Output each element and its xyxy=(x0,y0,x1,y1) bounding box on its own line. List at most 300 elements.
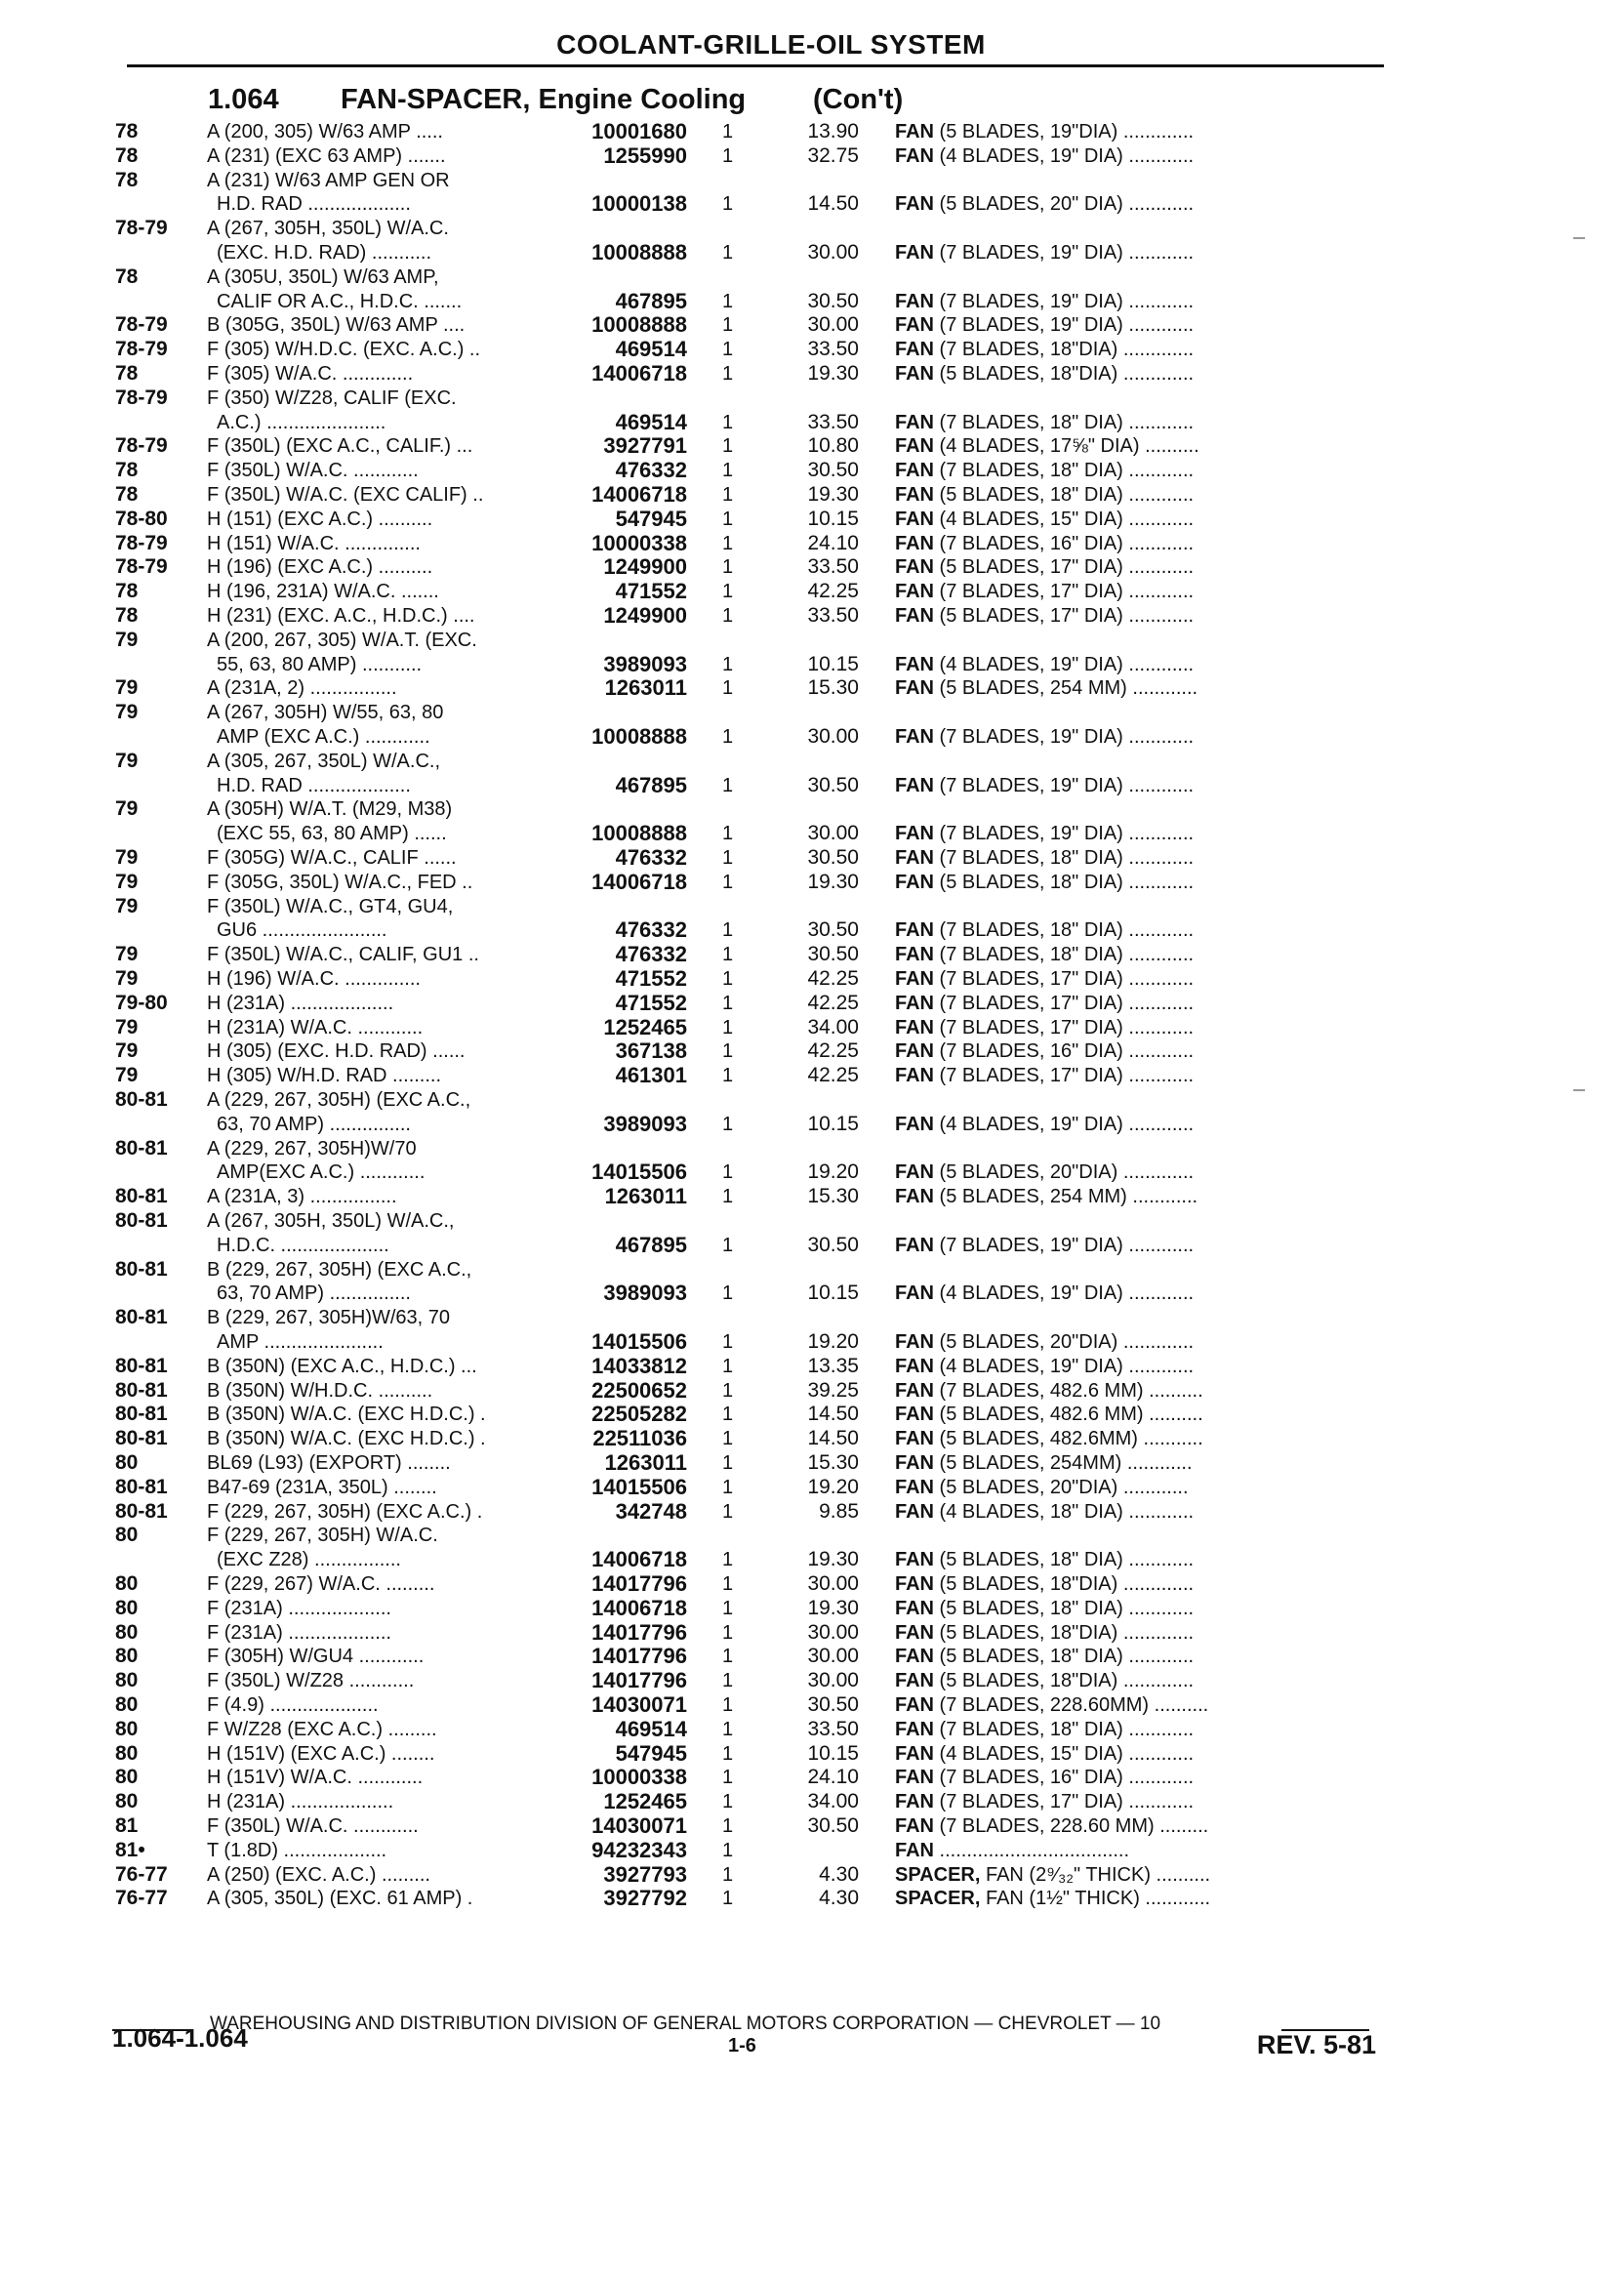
description-detail: (4 BLADES, 15" DIA) ............ xyxy=(934,509,1195,530)
row-application: A (231A, 2) ................ xyxy=(207,677,397,699)
row-price: 30.50 xyxy=(807,774,859,796)
description-keyword: FAN xyxy=(895,1840,934,1861)
row-description xyxy=(895,774,1378,797)
row-application: 63, 70 AMP) ............... xyxy=(217,1114,411,1135)
row-year: 78 xyxy=(115,265,139,288)
description-detail: FAN (1½" THICK) ............ xyxy=(980,1888,1211,1909)
description-detail: (7 BLADES, 482.6 MM) .......... xyxy=(934,1380,1203,1402)
row-year: 81 xyxy=(115,1814,139,1837)
row-application: F (305H) W/GU4 ............ xyxy=(207,1646,425,1667)
row-price: 30.50 xyxy=(807,1814,859,1837)
description-detail: (7 BLADES, 228.60MM) .......... xyxy=(934,1694,1209,1716)
row-application: A (231) (EXC 63 AMP) ....... xyxy=(207,145,446,167)
description-detail: (5 BLADES, 254 MM) ............ xyxy=(934,677,1198,699)
row-part-number: 94232343 xyxy=(591,1838,687,1862)
row-description xyxy=(895,1403,1378,1426)
row-description xyxy=(895,1839,1378,1862)
row-year: 79 xyxy=(115,1039,139,1062)
row-description xyxy=(895,1790,1378,1813)
row-application: F (305) W/H.D.C. (EXC. A.C.) .. xyxy=(207,339,481,360)
row-price: 42.25 xyxy=(807,992,859,1014)
description-keyword: FAN xyxy=(895,291,934,312)
row-year: 80 xyxy=(115,1524,139,1546)
row-year: 80 xyxy=(115,1645,139,1667)
row-description xyxy=(895,918,1378,942)
row-quantity: 1 xyxy=(722,1694,734,1716)
row-description xyxy=(895,1330,1378,1354)
row-application: A (267, 305H, 350L) W/A.C., xyxy=(207,1210,455,1232)
row-description xyxy=(895,483,1378,507)
row-year: 78-80 xyxy=(115,508,168,530)
row-price: 30.50 xyxy=(807,459,859,481)
row-application: F (231A) ................... xyxy=(207,1622,391,1644)
row-description xyxy=(895,1427,1378,1450)
description-keyword: FAN xyxy=(895,823,934,844)
row-description xyxy=(895,1451,1378,1475)
description-detail: (4 BLADES, 19" DIA) ............ xyxy=(934,1356,1195,1377)
row-part-number: 14006718 xyxy=(591,482,687,507)
row-description xyxy=(895,1548,1378,1571)
row-quantity: 1 xyxy=(722,1161,734,1183)
row-description xyxy=(895,653,1378,676)
row-application: A (305, 267, 350L) W/A.C., xyxy=(207,751,441,772)
row-description xyxy=(895,1185,1378,1208)
row-part-number: 1249900 xyxy=(603,603,687,628)
description-keyword: FAN xyxy=(895,1404,934,1425)
row-price: 30.00 xyxy=(807,313,859,336)
row-quantity: 1 xyxy=(722,654,734,675)
description-keyword: FAN xyxy=(895,509,934,530)
row-application: AMP ...................... xyxy=(217,1331,384,1353)
row-part-number: 461301 xyxy=(615,1063,687,1087)
description-detail: (7 BLADES, 17" DIA) ............ xyxy=(934,581,1195,602)
row-quantity: 1 xyxy=(722,1670,734,1691)
row-part-number: 14006718 xyxy=(591,870,687,894)
row-part-number: 471552 xyxy=(615,991,687,1015)
row-part-number: 1255990 xyxy=(603,143,687,168)
description-detail: (7 BLADES, 19" DIA) ............ xyxy=(934,242,1195,264)
row-part-number: 3989093 xyxy=(603,1112,687,1136)
description-keyword: FAN xyxy=(895,1501,934,1523)
description-detail: (5 BLADES, 18"DIA) ............. xyxy=(934,1573,1195,1595)
row-price: 15.30 xyxy=(807,1451,859,1474)
row-application: H (231A) W/A.C. ............ xyxy=(207,1017,424,1038)
row-description xyxy=(895,362,1378,386)
description-detail: (5 BLADES, 18" DIA) ............ xyxy=(934,1646,1195,1667)
row-year: 80-81 xyxy=(115,1379,168,1402)
row-price: 24.10 xyxy=(807,1766,859,1788)
row-application: AMP (EXC A.C.) ............ xyxy=(217,726,430,748)
description-detail: (4 BLADES, 15" DIA) ............ xyxy=(934,1743,1195,1765)
row-quantity: 1 xyxy=(722,1331,734,1353)
row-application: F (350) W/Z28, CALIF (EXC. xyxy=(207,387,457,409)
description-keyword: FAN xyxy=(895,435,934,457)
row-description xyxy=(895,144,1378,168)
row-application: H (196, 231A) W/A.C. ....... xyxy=(207,581,439,602)
description-keyword: SPACER, xyxy=(895,1864,981,1886)
row-application: (EXC Z28) ................ xyxy=(217,1549,401,1570)
row-quantity: 1 xyxy=(722,1428,734,1449)
row-application: 55, 63, 80 AMP) ........... xyxy=(217,654,423,675)
row-application: B (350N) (EXC A.C., H.D.C.) ... xyxy=(207,1356,477,1377)
description-keyword: FAN xyxy=(895,1815,934,1837)
description-keyword: FAN xyxy=(895,1791,934,1812)
row-part-number: 14015506 xyxy=(591,1160,687,1184)
description-detail: (4 BLADES, 19" DIA) ............ xyxy=(934,145,1195,167)
row-year: 79 xyxy=(115,750,139,772)
description-keyword: FAN xyxy=(895,1598,934,1619)
row-year: 79 xyxy=(115,1016,139,1038)
description-keyword: FAN xyxy=(895,339,934,360)
description-keyword: FAN xyxy=(895,726,934,748)
row-part-number: 10008888 xyxy=(591,312,687,337)
row-application: F (231A) ................... xyxy=(207,1598,391,1619)
row-year: 80 xyxy=(115,1766,139,1788)
row-part-number: 10001680 xyxy=(591,119,687,143)
description-detail: ................................... xyxy=(934,1840,1130,1861)
row-price: 19.30 xyxy=(807,362,859,385)
row-description xyxy=(895,532,1378,555)
description-detail: (5 BLADES, 254MM) ............ xyxy=(934,1452,1193,1474)
row-application: A (200, 305) W/63 AMP ..... xyxy=(207,121,443,142)
edge-mark xyxy=(1573,1089,1585,1091)
row-part-number: 467895 xyxy=(615,289,687,313)
description-detail: (7 BLADES, 18" DIA) ............ xyxy=(934,919,1195,941)
description-keyword: FAN xyxy=(895,1040,934,1062)
description-keyword: FAN xyxy=(895,314,934,336)
row-part-number: 14030071 xyxy=(591,1692,687,1717)
footer-revision: REV. 5-81 xyxy=(1256,2030,1376,2059)
description-detail: (5 BLADES, 19"DIA) ............. xyxy=(934,121,1195,142)
row-year: 81• xyxy=(115,1839,145,1861)
row-year: 79 xyxy=(115,629,139,651)
row-price: 10.15 xyxy=(807,1742,859,1765)
row-application: F (350L) W/A.C. (EXC CALIF) .. xyxy=(207,484,484,506)
row-part-number: 10008888 xyxy=(591,821,687,845)
row-year: 78-79 xyxy=(115,555,168,578)
row-application: A (231) W/63 AMP GEN OR xyxy=(207,170,450,191)
row-quantity: 1 xyxy=(722,435,734,457)
row-price: 30.50 xyxy=(807,918,859,941)
description-detail: (5 BLADES, 482.6MM) ........... xyxy=(934,1428,1203,1449)
row-part-number: 10000138 xyxy=(591,191,687,216)
row-price: 10.15 xyxy=(807,1282,859,1304)
row-application: 63, 70 AMP) ............... xyxy=(217,1282,411,1304)
row-application: A (231A, 3) ................ xyxy=(207,1186,397,1207)
row-application: B (305G, 350L) W/63 AMP .... xyxy=(207,314,466,336)
row-price: 9.85 xyxy=(819,1500,859,1523)
row-quantity: 1 xyxy=(722,291,734,312)
row-part-number: 10000338 xyxy=(591,531,687,555)
row-year: 78-79 xyxy=(115,338,168,360)
row-price: 19.20 xyxy=(807,1330,859,1353)
description-keyword: FAN xyxy=(895,412,934,433)
description-detail: (7 BLADES, 18"DIA) ............. xyxy=(934,339,1195,360)
row-year: 79 xyxy=(115,846,139,869)
row-quantity: 1 xyxy=(722,1356,734,1377)
row-application: H (151) W/A.C. .............. xyxy=(207,533,421,554)
description-keyword: FAN xyxy=(895,1380,934,1402)
row-description xyxy=(895,1039,1378,1063)
row-part-number: 469514 xyxy=(615,410,687,434)
row-year: 79 xyxy=(115,797,139,820)
row-application: H.D.C. .................... xyxy=(217,1235,389,1256)
row-part-number: 342748 xyxy=(615,1499,687,1524)
row-price: 19.30 xyxy=(807,1597,859,1619)
row-year: 78-79 xyxy=(115,532,168,554)
description-detail: (5 BLADES, 18" DIA) ............ xyxy=(934,1598,1195,1619)
row-year: 78 xyxy=(115,362,139,385)
row-quantity: 1 xyxy=(722,1598,734,1619)
row-quantity: 1 xyxy=(722,1791,734,1812)
row-description xyxy=(895,1693,1378,1717)
row-application: F (350L) W/A.C. ............ xyxy=(207,1815,419,1837)
row-application: A (229, 267, 305H)W/70 xyxy=(207,1138,417,1160)
description-keyword: FAN xyxy=(895,1573,934,1595)
row-part-number: 3989093 xyxy=(603,1281,687,1305)
row-quantity: 1 xyxy=(722,993,734,1014)
row-price: 30.50 xyxy=(807,1693,859,1716)
row-description xyxy=(895,555,1378,579)
row-description xyxy=(895,1742,1378,1766)
row-description xyxy=(895,434,1378,458)
description-detail: (7 BLADES, 17" DIA) ............ xyxy=(934,968,1195,990)
description-detail: (7 BLADES, 18" DIA) ............ xyxy=(934,460,1195,481)
row-application: H (151V) (EXC A.C.) ........ xyxy=(207,1743,435,1765)
row-year: 80-81 xyxy=(115,1258,168,1281)
description-keyword: SPACER, xyxy=(895,1888,981,1909)
row-application: AMP(EXC A.C.) ............ xyxy=(217,1161,426,1183)
row-year: 80-81 xyxy=(115,1088,168,1111)
row-application: H.D. RAD ................... xyxy=(217,193,411,215)
row-year: 78 xyxy=(115,604,139,627)
row-quantity: 1 xyxy=(722,193,734,215)
description-keyword: FAN xyxy=(895,1719,934,1740)
row-year: 80-81 xyxy=(115,1137,168,1160)
row-application: (EXC 55, 63, 80 AMP) ...... xyxy=(217,823,447,844)
description-detail: (4 BLADES, 18" DIA) ............ xyxy=(934,1501,1195,1523)
description-detail: (7 BLADES, 18" DIA) ............ xyxy=(934,944,1195,965)
row-quantity: 1 xyxy=(722,1065,734,1086)
row-description xyxy=(895,871,1378,894)
row-description xyxy=(895,1379,1378,1403)
row-year: 80-81 xyxy=(115,1403,168,1425)
row-part-number: 1249900 xyxy=(603,554,687,579)
row-application: F (350L) W/A.C. ............ xyxy=(207,460,419,481)
row-application: A (250) (EXC. A.C.) ......... xyxy=(207,1864,430,1886)
row-year: 78 xyxy=(115,169,139,191)
row-application: F (4.9) .................... xyxy=(207,1694,379,1716)
row-application: H (151V) W/A.C. ............ xyxy=(207,1767,424,1788)
description-keyword: FAN xyxy=(895,1235,934,1256)
description-keyword: FAN xyxy=(895,654,934,675)
description-keyword: FAN xyxy=(895,1767,934,1788)
row-quantity: 1 xyxy=(722,314,734,336)
row-price: 30.00 xyxy=(807,1645,859,1667)
row-price: 14.50 xyxy=(807,192,859,215)
row-part-number: 547945 xyxy=(615,1741,687,1766)
row-part-number: 14015506 xyxy=(591,1475,687,1499)
row-part-number: 3927791 xyxy=(603,433,687,458)
row-description xyxy=(895,1476,1378,1499)
row-application: H (151) (EXC A.C.) .......... xyxy=(207,509,433,530)
row-year: 80 xyxy=(115,1693,139,1716)
row-year: 80-81 xyxy=(115,1185,168,1207)
section-title: FAN-SPACER, Engine Cooling xyxy=(341,84,747,115)
row-application: F (350L) (EXC A.C., CALIF.) ... xyxy=(207,435,473,457)
row-part-number: 3927792 xyxy=(603,1886,687,1910)
description-keyword: FAN xyxy=(895,1356,934,1377)
row-application: B (350N) W/A.C. (EXC H.D.C.) . xyxy=(207,1428,486,1449)
row-quantity: 1 xyxy=(722,242,734,264)
row-application: F (350L) W/A.C., CALIF, GU1 .. xyxy=(207,944,479,965)
row-quantity: 1 xyxy=(722,1017,734,1038)
row-part-number: 14017796 xyxy=(591,1571,687,1596)
row-price: 32.75 xyxy=(807,144,859,167)
row-application: H (196) W/A.C. .............. xyxy=(207,968,421,990)
description-keyword: FAN xyxy=(895,677,934,699)
description-keyword: FAN xyxy=(895,121,934,142)
row-application: F (229, 267, 305H) W/A.C. xyxy=(207,1525,438,1546)
row-quantity: 1 xyxy=(722,1719,734,1740)
row-quantity: 1 xyxy=(722,533,734,554)
row-part-number: 476332 xyxy=(615,942,687,966)
row-price: 30.00 xyxy=(807,725,859,748)
row-description xyxy=(895,1669,1378,1692)
row-quantity: 1 xyxy=(722,677,734,699)
row-description xyxy=(895,580,1378,603)
row-price: 33.50 xyxy=(807,555,859,578)
row-description xyxy=(895,1113,1378,1136)
row-part-number: 14017796 xyxy=(591,1620,687,1645)
description-keyword: FAN xyxy=(895,1282,934,1304)
description-keyword: FAN xyxy=(895,363,934,385)
row-description xyxy=(895,846,1378,870)
row-application: F W/Z28 (EXC A.C.) ......... xyxy=(207,1719,437,1740)
row-price: 19.30 xyxy=(807,871,859,893)
row-year: 79-80 xyxy=(115,992,168,1014)
row-quantity: 1 xyxy=(722,1573,734,1595)
row-description xyxy=(895,313,1378,337)
row-part-number: 3989093 xyxy=(603,652,687,676)
row-description xyxy=(895,1645,1378,1668)
description-keyword: FAN xyxy=(895,944,934,965)
row-part-number: 10008888 xyxy=(591,724,687,749)
description-keyword: FAN xyxy=(895,1743,934,1765)
row-price: 4.30 xyxy=(819,1887,859,1909)
row-application: B (229, 267, 305H) (EXC A.C., xyxy=(207,1259,472,1281)
row-part-number: 14030071 xyxy=(591,1813,687,1838)
row-part-number: 471552 xyxy=(615,579,687,603)
row-price: 10.80 xyxy=(807,434,859,457)
row-price: 10.15 xyxy=(807,508,859,530)
row-price: 15.30 xyxy=(807,1185,859,1207)
row-description xyxy=(895,967,1378,991)
row-part-number: 14006718 xyxy=(591,1596,687,1620)
row-application: H (196) (EXC A.C.) .......... xyxy=(207,556,433,578)
description-detail: (4 BLADES, 19" DIA) ............ xyxy=(934,1114,1195,1135)
description-detail: (7 BLADES, 16" DIA) ............ xyxy=(934,533,1195,554)
description-detail: (7 BLADES, 19" DIA) ............ xyxy=(934,775,1195,796)
row-quantity: 1 xyxy=(722,1767,734,1788)
row-year: 79 xyxy=(115,943,139,965)
row-description xyxy=(895,508,1378,531)
row-year: 80 xyxy=(115,1742,139,1765)
row-application: H (305) (EXC. H.D. RAD) ...... xyxy=(207,1040,466,1062)
row-year: 80 xyxy=(115,1597,139,1619)
row-year: 78 xyxy=(115,483,139,506)
description-keyword: FAN xyxy=(895,968,934,990)
row-application: H (231A) ................... xyxy=(207,993,394,1014)
row-year: 80 xyxy=(115,1621,139,1644)
description-keyword: FAN xyxy=(895,1114,934,1135)
row-description xyxy=(895,1500,1378,1524)
row-price: 30.00 xyxy=(807,1669,859,1691)
description-detail: (5 BLADES, 18" DIA) ............ xyxy=(934,484,1195,506)
row-description xyxy=(895,1814,1378,1838)
description-keyword: FAN xyxy=(895,1622,934,1644)
description-detail: (7 BLADES, 18" DIA) ............ xyxy=(934,1719,1195,1740)
row-part-number: 471552 xyxy=(615,966,687,991)
row-part-number: 14017796 xyxy=(591,1668,687,1692)
row-price: 33.50 xyxy=(807,411,859,433)
row-year: 78-79 xyxy=(115,387,168,409)
description-detail: (7 BLADES, 16" DIA) ............ xyxy=(934,1767,1195,1788)
row-application: T (1.8D) ................... xyxy=(207,1840,387,1861)
row-price: 19.20 xyxy=(807,1476,859,1498)
description-keyword: FAN xyxy=(895,1477,934,1498)
row-year: 79 xyxy=(115,967,139,990)
row-part-number: 3927793 xyxy=(603,1862,687,1887)
row-year: 78-79 xyxy=(115,217,168,239)
row-description xyxy=(895,192,1378,216)
row-price: 10.15 xyxy=(807,653,859,675)
description-keyword: FAN xyxy=(895,1186,934,1207)
row-application: F (229, 267) W/A.C. ......... xyxy=(207,1573,435,1595)
row-quantity: 1 xyxy=(722,1452,734,1474)
description-detail: (5 BLADES, 18"DIA) ............. xyxy=(934,1622,1195,1644)
row-description xyxy=(895,1282,1378,1305)
row-year: 80-81 xyxy=(115,1476,168,1498)
row-price: 42.25 xyxy=(807,1039,859,1062)
row-quantity: 1 xyxy=(722,775,734,796)
row-application: A (305H) W/A.T. (M29, M38) xyxy=(207,798,453,820)
footer-division-text: WAREHOUSING AND DISTRIBUTION DIVISION OF GENERAL MOTORS CORPORATION — CHEVROLET — 10 xyxy=(210,2014,1161,2034)
section-number: 1.064 xyxy=(208,84,279,115)
description-detail: (5 BLADES, 17" DIA) ............ xyxy=(934,605,1195,627)
row-description xyxy=(895,725,1378,749)
row-year: 76-77 xyxy=(115,1863,168,1886)
row-part-number: 1263011 xyxy=(604,1450,687,1475)
row-description xyxy=(895,1863,1378,1887)
row-price: 42.25 xyxy=(807,580,859,602)
row-year: 80 xyxy=(115,1790,139,1812)
description-detail: (5 BLADES, 20" DIA) ............ xyxy=(934,193,1195,215)
row-description xyxy=(895,1597,1378,1620)
row-quantity: 1 xyxy=(722,460,734,481)
description-detail: (5 BLADES, 254 MM) ............ xyxy=(934,1186,1198,1207)
row-year: 80 xyxy=(115,1669,139,1691)
row-price: 4.30 xyxy=(819,1863,859,1886)
row-quantity: 1 xyxy=(722,484,734,506)
row-price: 30.50 xyxy=(807,943,859,965)
row-year: 79 xyxy=(115,1064,139,1086)
row-part-number: 14015506 xyxy=(591,1329,687,1354)
row-quantity: 1 xyxy=(722,1840,734,1861)
row-part-number: 14006718 xyxy=(591,1547,687,1571)
row-application: F (305G, 350L) W/A.C., FED .. xyxy=(207,872,473,893)
row-price: 30.00 xyxy=(807,241,859,264)
